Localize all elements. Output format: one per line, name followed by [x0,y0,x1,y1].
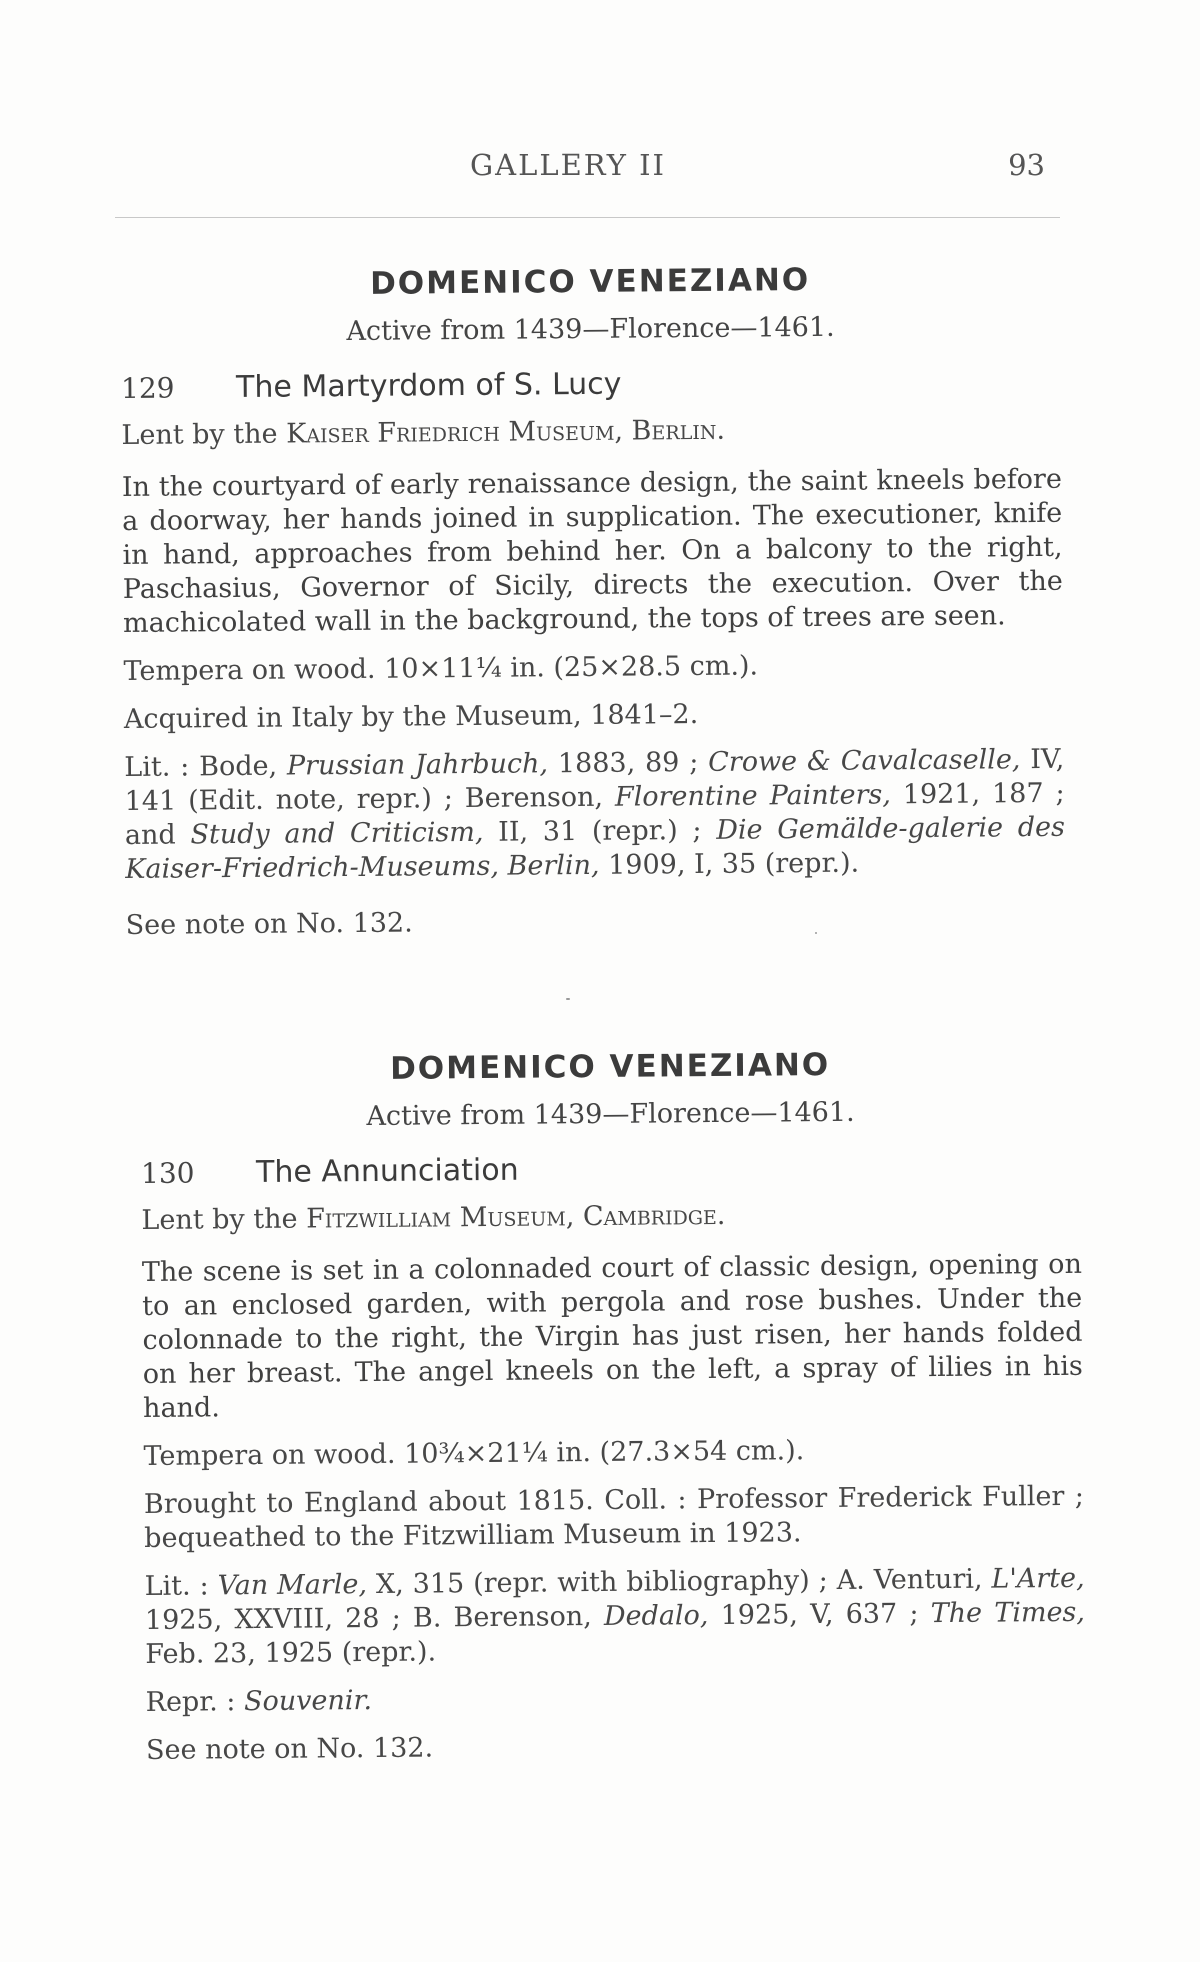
lender-prefix: Lent by the [121,418,278,451]
lit-title: The Times, [930,1596,1086,1630]
lit-label: Lit. : [144,1570,209,1602]
page-number: 93 [1008,148,1045,182]
literature [145,1562,1086,1672]
lit-text: Feb. 23, 1925 (repr.). [145,1636,437,1670]
lit-text: Bode, [189,750,288,783]
lit-text: 1921, 187 ; and [124,777,1065,851]
repr-value: Souvenir. [243,1685,373,1718]
provenance: Acquired in Italy by the Museum, 1841–2. [123,698,699,735]
lit-text: 1925, V, 637 ; [708,1598,931,1632]
paper-speck [566,998,570,1000]
see-note: See note on No. 132. [125,907,413,941]
paper-speck [815,932,817,934]
catalogue-number: 130 [140,1156,195,1190]
artwork-title: The Martyrdom of S. Lucy [235,366,622,405]
catalogue-number: 129 [120,371,175,405]
lit-label: Lit. : [124,751,190,783]
lit-title: L'Arte, [991,1562,1085,1595]
catalogue-entry-130 [140,1045,1086,1768]
medium: Tempera on wood. [123,653,376,687]
artwork-description: In the courtyard of early renaissance design, the saint kneels before a doorway, her hands joined in supplication. The executioner, knife in hand, approaches from behind her. On a balcony to the right, Paschasius, Governor of Sicily, directs the execution. Over the machicolated wall in the background, the tops of trees are seen. [121,463,1063,639]
artwork-description: The scene is set in a colonnaded court of classic design, opening on to an enclosed garden, with pergola and rose bushes. Under the colonnade to the right, the Virgin has just risen, her hands folded on her breast. The angel kneels on the left, a spray of lilies in his hand. [141,1248,1083,1424]
lender-line [141,1197,1081,1236]
artist-heading: DOMENICO VENEZIANO [389,1046,831,1087]
entry-title-line [141,1148,1081,1191]
lender-line [121,412,1061,451]
provenance: Brought to England about 1815. Coll. : Professor Frederick Fuller ; bequeathed to the Fitzwilliam Museum in 1923. [143,1480,1085,1554]
entry-title-line [121,363,1061,406]
lit-title: Florentine Painters, [614,779,892,813]
lender-name: Kaiser Friedrich Museum, Berlin. [285,414,726,450]
running-head: GALLERY II [470,148,667,182]
see-note: See note on No. 132. [145,1732,434,1766]
artist-dates: Active from 1439—Florence—1461. [346,311,835,348]
lit-title: Prussian Jahrbuch, [286,748,549,782]
lit-title: Dedalo, [603,1600,709,1632]
catalogue-entry-129 [120,260,1066,943]
dimensions: 10¾×21¼ in. (27.3×54 cm.). [404,1435,805,1470]
dimensions: 10×11¼ in. (25×28.5 cm.). [384,650,759,685]
artwork-title: The Annunciation [255,1152,519,1190]
lender-prefix: Lent by the [141,1203,298,1236]
literature [124,743,1065,887]
lit-text: II, 31 (repr.) ; [483,814,717,848]
lit-text: 1909, I, 35 (repr.). [599,847,860,881]
lit-text: 1883, 89 ; [547,746,709,780]
lit-title: Die Gemälde-galerie des Kaiser-Friedrich-Museums, Berlin, [125,811,1066,885]
lit-text: 1925, XXVIII, 28 ; B. Berenson, [144,1600,605,1636]
artist-heading: DOMENICO VENEZIANO [369,261,811,302]
medium: Tempera on wood. [143,1438,396,1472]
artist-dates: Active from 1439—Florence—1461. [366,1096,855,1133]
lit-title: Crowe & Cavalcaselle, [708,744,1021,778]
medium-dimensions [143,1432,1083,1474]
lender-name: Fitzwilliam Museum, Cambridge. [305,1199,726,1235]
lit-text: IV, 141 (Edit. note, repr.) ; Berenson, [124,743,1065,817]
lit-text: X, 315 (repr. with bibliography) ; A. Venturi, [366,1563,992,1601]
reproduction [146,1678,1086,1720]
lit-title: Van Marle, [217,1569,368,1602]
repr-label: Repr. : [145,1686,236,1718]
lit-title: Study and Criticism, [190,816,484,851]
medium-dimensions [123,647,1063,689]
header-rule [115,217,1060,218]
